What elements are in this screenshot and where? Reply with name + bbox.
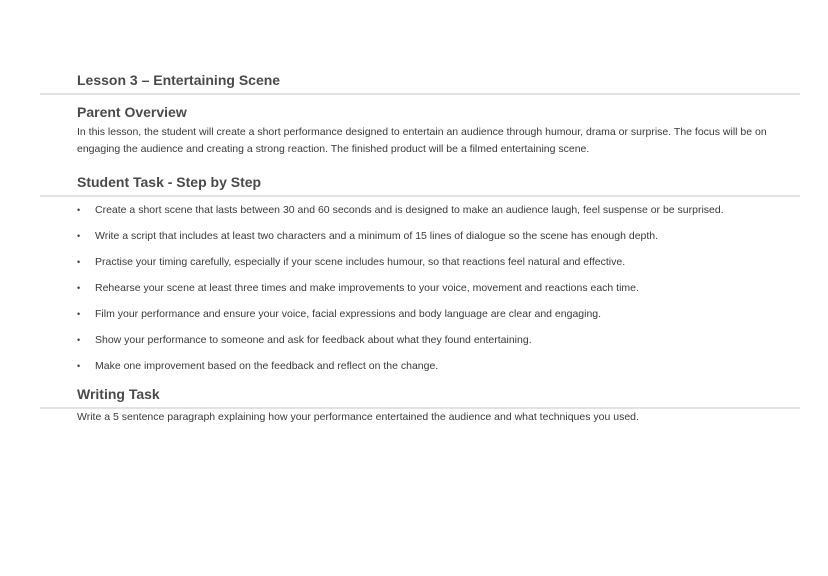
bullet-icon: • <box>77 257 81 267</box>
bullet-icon: • <box>77 335 81 345</box>
step-text: Film your performance and ensure your voice, facial expressions and body language are clear and engaging. <box>95 308 602 320</box>
writing-task-text: Write a 5 sentence paragraph explaining how your performance entertained the audience and what techniques you used. <box>77 411 639 423</box>
bullet-icon: • <box>77 205 81 215</box>
writing-task-heading: Writing Task <box>77 386 160 402</box>
lesson-title: Lesson 3 – Entertaining Scene <box>77 72 281 88</box>
step-item <box>77 197 797 223</box>
step-text: Show your performance to someone and ask for feedback about what they found entertaining. <box>95 334 532 346</box>
bullet-icon: • <box>77 361 81 371</box>
step-text: Create a short scene that lasts between 30 and 60 seconds and is designed to make an audience laugh, feel suspense or be surprised. <box>95 204 724 216</box>
step-item <box>77 223 797 249</box>
step-text: Make one improvement based on the feedback and reflect on the change. <box>95 360 439 372</box>
step-item <box>77 249 797 275</box>
step-text: Rehearse your scene at least three times and make improvements to your voice, movement and reactions each time. <box>95 282 639 294</box>
parent-overview-text: In this lesson, the student will create a short performance designed to entertain an audience through humour, drama or surprise. The focus will be on engaging the audience and creating a strong reaction. The finished product will be a filmed entertaining scene. <box>77 126 767 155</box>
student-task-heading: Student Task - Step by Step <box>77 174 262 190</box>
step-text: Write a script that includes at least two characters and a minimum of 15 lines of dialogue so the scene has enough depth. <box>95 230 659 242</box>
step-item <box>77 301 797 327</box>
step-item <box>77 275 797 301</box>
bullet-icon: • <box>77 231 81 241</box>
bullet-icon: • <box>77 309 81 319</box>
step-item <box>77 353 797 379</box>
student-task-steps <box>77 197 797 379</box>
divider <box>40 93 800 95</box>
step-text: Practise your timing carefully, especially if your scene includes humour, so that reactions feel natural and effective. <box>95 256 626 268</box>
parent-overview-heading: Parent Overview <box>77 104 187 120</box>
step-item <box>77 327 797 353</box>
bullet-icon: • <box>77 283 81 293</box>
